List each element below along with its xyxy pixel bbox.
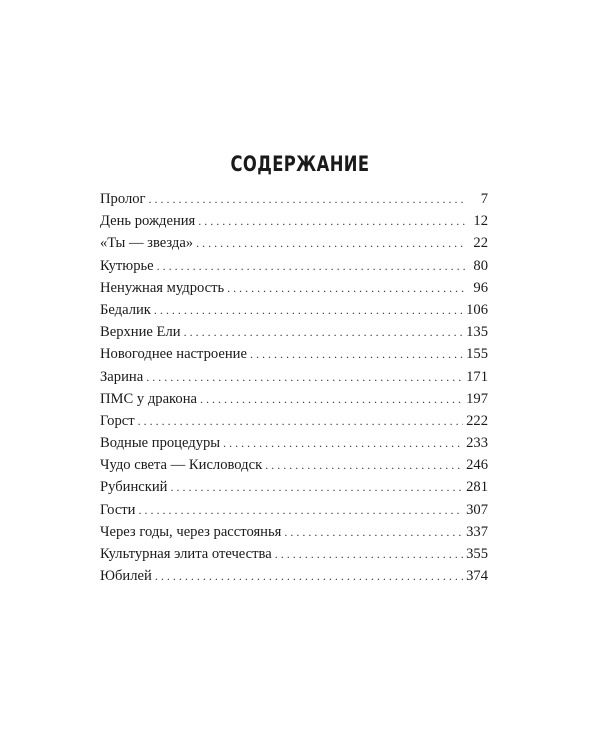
dot-leader [250, 343, 463, 365]
dot-leader [284, 521, 463, 543]
toc-entry [100, 343, 488, 365]
toc-entry-page-number: 246 [466, 457, 488, 474]
dot-leader [170, 476, 463, 498]
dot-leader [196, 232, 467, 254]
toc-entry-title: Водные процедуры [100, 435, 221, 452]
table-of-contents [100, 188, 488, 587]
toc-entry-page-number: 171 [466, 368, 488, 385]
toc-entry-page-number: 374 [466, 568, 488, 585]
toc-entry-title: Новогоднее настроение [100, 346, 247, 363]
toc-entry [100, 321, 488, 343]
toc-entry-title: День рождения [100, 213, 196, 230]
toc-entry-page-number: 307 [466, 501, 488, 518]
toc-entry-page-number: 12 [473, 213, 488, 230]
toc-entry [100, 388, 488, 410]
toc-entry-title: Гости [100, 501, 136, 518]
toc-entry-page-number: 222 [466, 412, 488, 429]
toc-entry-title: Горст [100, 412, 135, 429]
toc-entry-title: Бедалик [100, 301, 151, 318]
toc-entry [100, 366, 488, 388]
dot-leader [157, 255, 467, 277]
toc-entry [100, 476, 488, 498]
dot-leader [275, 543, 463, 565]
toc-entry [100, 277, 488, 299]
toc-entry [100, 543, 488, 565]
toc-entry [100, 232, 488, 254]
dot-leader [184, 321, 464, 343]
toc-entry-page-number: 106 [466, 301, 488, 318]
dot-leader [200, 388, 463, 410]
toc-entry [100, 432, 488, 454]
toc-entry-page-number: 80 [473, 257, 488, 274]
toc-entry-title: «Ты — звезда» [100, 235, 194, 252]
toc-entry [100, 499, 488, 521]
toc-entry-title: Кутюрье [100, 257, 154, 274]
dot-leader [155, 565, 463, 587]
toc-entry [100, 299, 488, 321]
toc-entry-page-number: 233 [466, 435, 488, 452]
dot-leader [146, 366, 463, 388]
toc-entry-page-number: 337 [466, 523, 488, 540]
dot-leader [149, 188, 467, 210]
toc-entry [100, 210, 488, 232]
dot-leader [138, 499, 463, 521]
toc-entry-page-number: 155 [466, 346, 488, 363]
toc-entry-title: Верхние Ели [100, 324, 181, 341]
toc-entry [100, 410, 488, 432]
toc-entry-page-number: 197 [466, 390, 488, 407]
toc-entry [100, 521, 488, 543]
dot-leader [265, 454, 463, 476]
toc-entry-title: Ненужная мудрость [100, 279, 225, 296]
toc-entry-title: ПМС у дракона [100, 390, 197, 407]
toc-entry-title: Через годы, через расстоянья [100, 523, 282, 540]
toc-entry-page-number: 135 [466, 324, 488, 341]
toc-entry-title: Пролог [100, 191, 146, 207]
toc-entry [100, 454, 488, 476]
toc-entry-page-number: 22 [473, 235, 488, 252]
toc-entry-title: Юбилей [100, 568, 152, 585]
toc-entry-title: Культурная элита отечества [100, 546, 272, 562]
toc-entry [100, 255, 488, 277]
toc-entry-page-number: 281 [466, 479, 488, 496]
dot-leader [227, 277, 467, 299]
toc-entry [100, 188, 488, 210]
dot-leader [138, 410, 464, 432]
toc-entry-title: Чудо света — Кисловодск [100, 457, 263, 474]
dot-leader [223, 432, 463, 454]
toc-entry [100, 565, 488, 587]
toc-entry-title: Рубинский [100, 479, 168, 496]
dot-leader [198, 210, 467, 232]
toc-entry-page-number: 96 [473, 279, 488, 296]
page-title: СОДЕРЖАНИЕ [230, 152, 370, 176]
toc-entry-page-number: 355 [466, 546, 488, 562]
toc-entry-title: Зарина [100, 368, 144, 385]
dot-leader [154, 299, 463, 321]
toc-entry-page-number: 7 [480, 191, 488, 207]
